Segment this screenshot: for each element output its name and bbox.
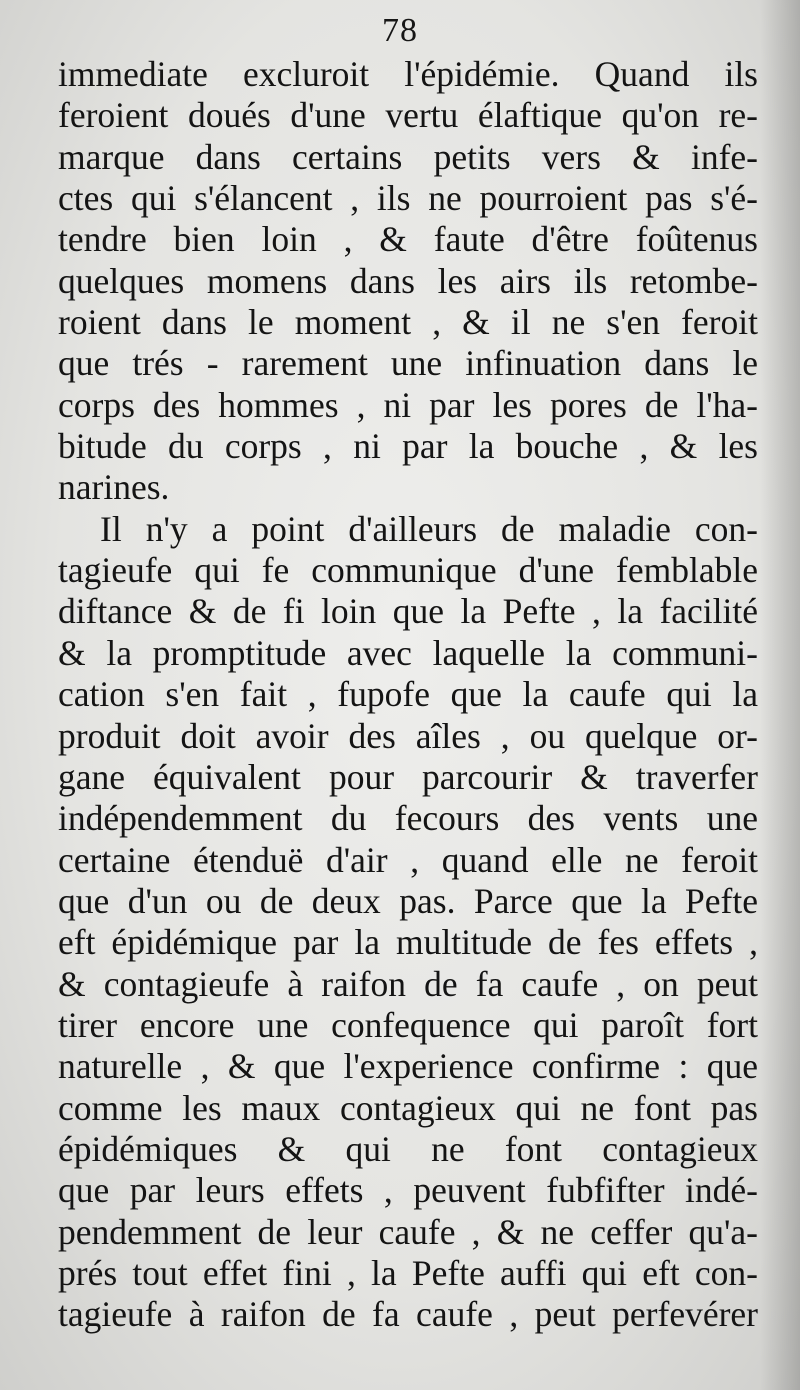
text-line: tirer encore une confequence qui paroît fort xyxy=(58,1004,758,1045)
text-line: quelques momens dans les airs ils retombe- xyxy=(58,260,758,301)
text-line: narines. xyxy=(58,467,170,508)
text-line: eft épidémique par la multitude de fes effets , xyxy=(58,922,758,963)
text-line: tagieufe à raifon de fa caufe , peut perfevérer xyxy=(58,1294,758,1335)
text-line: & contagieufe à raifon de fa caufe , on peut xyxy=(58,963,758,1004)
text-line: que par leurs effets , peuvent fubfifter indé- xyxy=(58,1170,758,1211)
text-line: épidémiques & qui ne font contagieux xyxy=(58,1128,758,1169)
text-line: pendemment de leur caufe , & ne ceffer qu'a- xyxy=(58,1211,758,1252)
text-line: gane équivalent pour parcourir & traverfer xyxy=(58,756,758,797)
paragraph xyxy=(58,509,758,1336)
text-line: ctes qui s'élancent , ils ne pourroient pas s'é- xyxy=(58,178,758,219)
text-line: marque dans certains petits vers & infe- xyxy=(58,136,758,177)
text-line: que trés - rarement une infinuation dans le xyxy=(58,343,758,384)
text-line: prés tout effet fini , la Pefte auffi qui eft con- xyxy=(58,1252,758,1293)
page-edge-shadow xyxy=(760,0,800,1390)
paragraph xyxy=(58,54,758,509)
text-line: feroient doués d'une vertu élaftique qu'on re- xyxy=(58,95,758,136)
text-line: comme les maux contagieux qui ne font pas xyxy=(58,1087,758,1128)
text-line: & la promptitude avec laquelle la communi- xyxy=(58,632,758,673)
text-line: bitude du corps , ni par la bouche , & les xyxy=(58,426,758,467)
text-line: diftance & de fi loin que la Pefte , la facilité xyxy=(58,591,758,632)
text-line: Il n'y a point d'ailleurs de maladie con- xyxy=(100,508,758,549)
text-line: tagieufe qui fe communique d'une femblable xyxy=(58,550,758,591)
text-line: cation s'en fait , fupofe que la caufe qui la xyxy=(58,674,758,715)
text-line: que d'un ou de deux pas. Parce que la Pefte xyxy=(58,880,758,921)
text-line: immediate excluroit l'épidémie. Quand ils xyxy=(58,54,758,94)
text-line: certaine étenduë d'air , quand elle ne feroit xyxy=(58,839,758,880)
text-line: roient dans le moment , & il ne s'en feroit xyxy=(58,302,758,343)
text-line: naturelle , & que l'experience confirme : que xyxy=(58,1046,758,1087)
text-line: produit doit avoir des aîles , ou quelque or- xyxy=(58,715,758,756)
text-line: tendre bien loin , & faute d'être foûtenus xyxy=(58,219,758,260)
page-number: 78 xyxy=(382,12,418,49)
text-line: corps des hommes , ni par les pores de l'ha- xyxy=(58,384,758,425)
text-block xyxy=(58,54,758,1336)
text-line: indépendemment du fecours des vents une xyxy=(58,798,758,839)
